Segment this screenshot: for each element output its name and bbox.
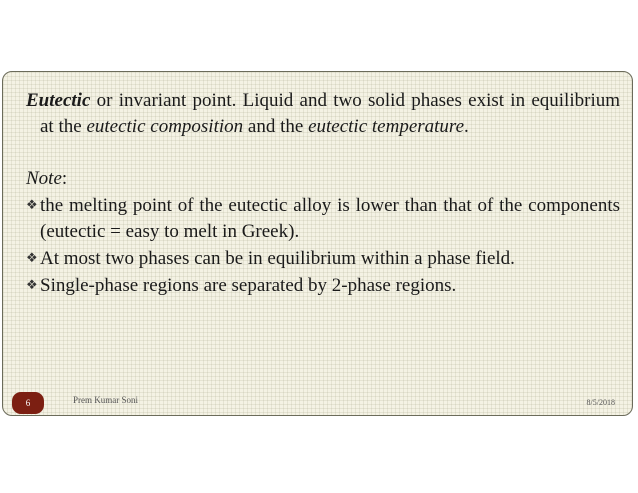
page-number-badge: 6 — [12, 392, 44, 414]
note-heading — [26, 166, 620, 192]
content-panel — [2, 71, 633, 416]
definition-text-a: or invariant point. Liquid and two solid phases exist in equilibrium at the — [40, 90, 620, 137]
bullet-text-2: At most two phases can be in equilibrium within a phase field. — [40, 248, 515, 269]
slide-date: 8/5/2018 — [586, 398, 615, 407]
eutectic-composition-term: eutectic composition — [86, 116, 244, 137]
author-name: Prem Kumar Soni — [73, 395, 138, 405]
bullet-item-3 — [26, 272, 620, 299]
note-colon: : — [61, 168, 68, 189]
diamond-bullet-icon: ❖ — [26, 277, 38, 292]
note-label: Note — [26, 168, 62, 189]
diamond-bullet-icon: ❖ — [26, 197, 38, 212]
bullet-item-1 — [26, 192, 620, 245]
bullet-text-3: Single-phase regions are separated by 2-phase regions. — [40, 275, 457, 296]
eutectic-temperature-term: eutectic temperature — [308, 116, 465, 137]
diamond-bullet-icon: ❖ — [26, 250, 38, 265]
bullet-text-1: the melting point of the eutectic alloy is lower than that of the components (eutectic = easy to melt in Greek). — [40, 195, 620, 242]
eutectic-definition — [26, 88, 620, 140]
slide-footer — [3, 392, 632, 416]
eutectic-term: Eutectic — [26, 90, 91, 111]
spacer — [26, 140, 620, 166]
definition-text-b: and the — [243, 116, 309, 137]
slide-body — [26, 88, 620, 299]
bullet-item-2 — [26, 245, 620, 272]
definition-text-c: . — [464, 116, 469, 137]
